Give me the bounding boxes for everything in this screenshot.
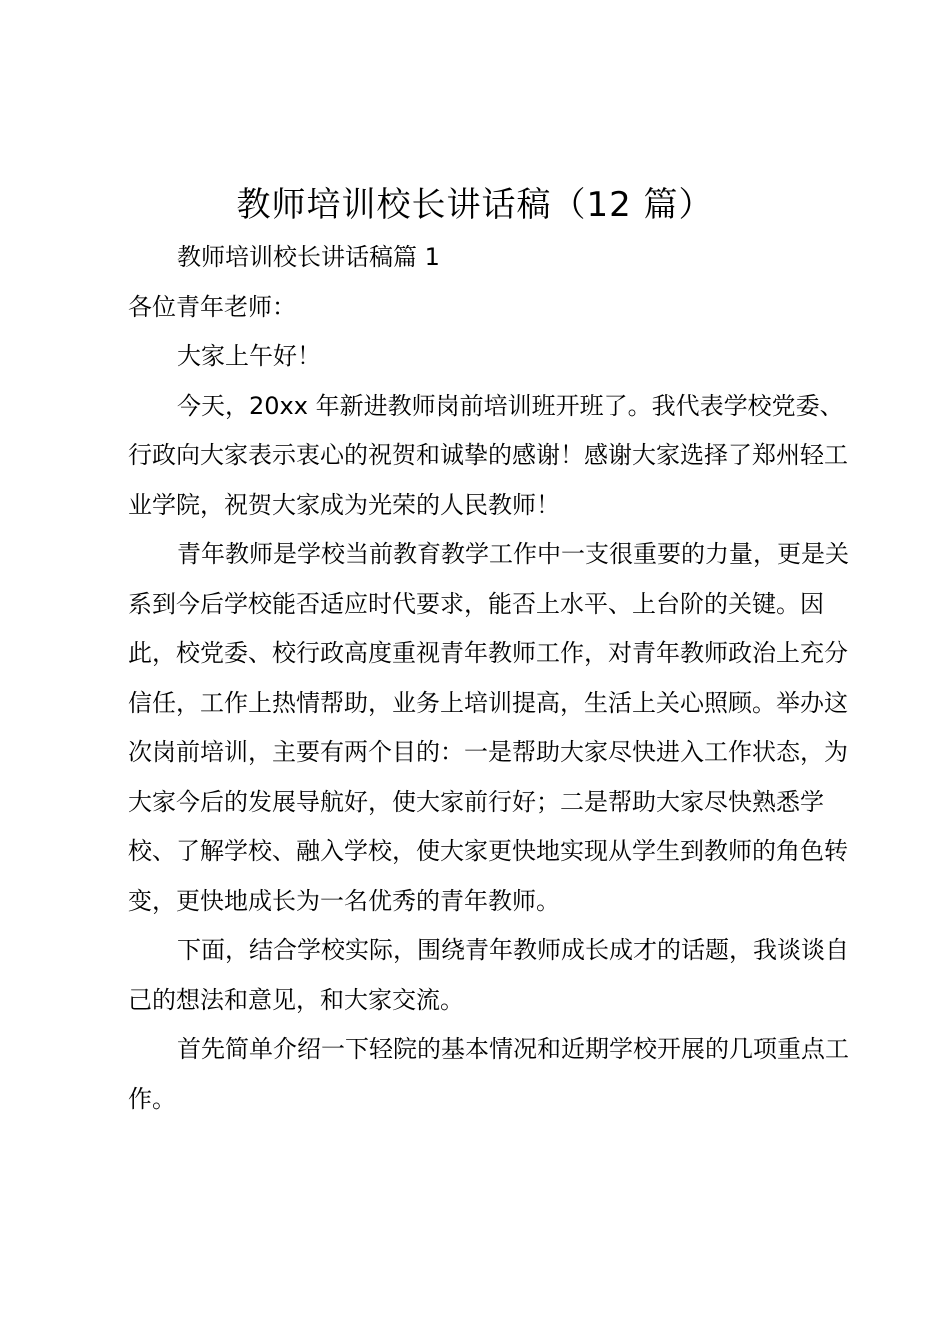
document-title: 教师培训校长讲话稿（12 篇）: [236, 185, 714, 225]
section-heading: 教师培训校长讲话稿篇 1: [177, 243, 440, 271]
paragraph-purpose: 青年教师是学校当前教育教学工作中一支很重要的力量，更是关系到今后学校能否适应时代要求，能否上水平、上台阶的关键。因此，校党委、校行政高度重视青年教师工作，对青年教师政治上充分信任，工作上热情帮助，业务上培训提高，生活上关心照顾。举办这次岗前培训，主要有两个目的：一是帮助大家尽快进入工作状态，为大家今后的发展导航好，使大家前行好；二是帮助大家尽快熟悉学校、了解学校、融入学校，使大家更快地实现从学生到教师的角色转变，更快地成长为一名优秀的青年教师。: [128, 540, 849, 915]
paragraph-greeting: 大家上午好！: [177, 342, 321, 370]
paragraph-topic: 下面，结合学校实际，围绕青年教师成长成才的话题，我谈谈自己的想法和意见，和大家交流。: [128, 936, 849, 1014]
document-body: [128, 233, 863, 1124]
salutation: 各位青年老师：: [128, 292, 296, 321]
paragraph-opening: 今天，20xx 年新进教师岗前培训班开班了。我代表学校党委、行政向大家表示衷心的祝贺和诚挚的感谢！感谢大家选择了郑州轻工业学院，祝贺大家成为光荣的人民教师！: [128, 391, 848, 519]
paragraph-intro: 首先简单介绍一下轻院的基本情况和近期学校开展的几项重点工作。: [128, 1035, 849, 1113]
